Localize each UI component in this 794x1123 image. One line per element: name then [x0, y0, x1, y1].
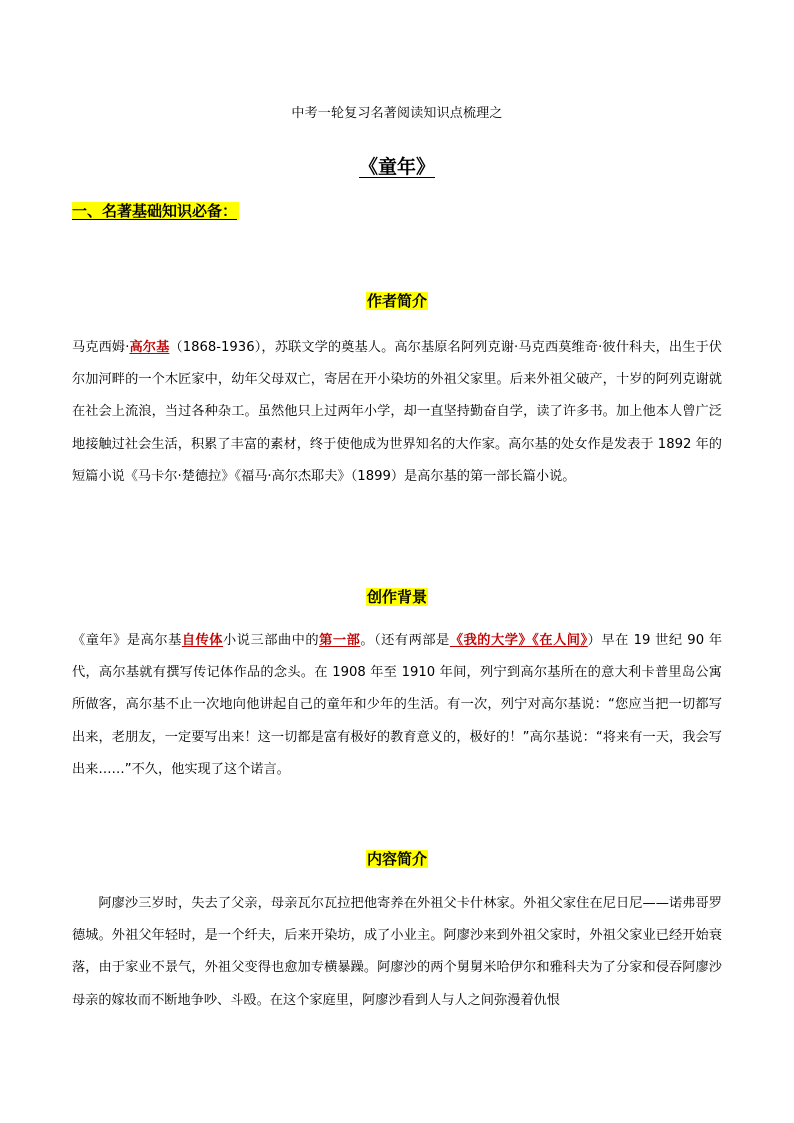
author-heading: [0, 290, 794, 311]
background-text-3: 。（还有两部是: [360, 633, 450, 648]
author-keyword-gorky: 高尔基: [129, 340, 170, 355]
author-text-2: （1868-1936），苏联文学的奠基人。高尔基原名阿列克谢·马克西莫维奇·彼什科夫，出生于伏尔加河畔的一个木匠家中，幼年父母双亡，寄居在开小染坊的外祖父家里。后来外祖父破产，十岁的阿列克谢就在社会上流浪，当过各种杂工。虽然他只上过两年小学，却一直坚持勤奋自学，读了许多书。加上他本人曾广泛地接触过社会生活，积累了丰富的素材，终于使他成为世界知名的大作家。高尔基的处女作是发表于 1892 年的短篇小说《马卡尔·楚德拉》《福马·高尔杰耶夫》（1899）是高尔基的第一部长篇小说。: [72, 340, 722, 484]
background-keyword-autobiographical: 自传体: [181, 633, 224, 648]
content-heading-text: 内容简介: [366, 850, 427, 868]
background-text-4: ）早在 19 世纪 90 年代，高尔基就有撰写传记体作品的念头。在 1908 年至 1910 年间，列宁到高尔基所在的意大利卡普里岛公寓所做客，高尔基不止一次地向他讲起自己的童年和少年的生活。有一次，列宁对高尔基说：“您应当把一切都写出来，老朋友，一定要写出来！这一切都是富有极好的教育意义的，极好的！”高尔基说：“将来有一天，我会写出来……”不久，他实现了这个诺言。: [72, 633, 723, 777]
background-paragraph: [72, 625, 722, 786]
author-heading-text: 作者简介: [366, 292, 427, 310]
section-one-heading: [72, 200, 239, 221]
document-title-text: 《童年》: [358, 156, 435, 178]
background-keyword-other-books: 《我的大学》《在人间》: [449, 633, 588, 648]
content-paragraph: 阿廖沙三岁时，失去了父亲，母亲瓦尔瓦拉把他寄养在外祖父卡什林家。外祖父家住在尼日尼——诺弗哥罗德城。外祖父年轻时，是一个纤夫，后来开染坊，成了小业主。阿廖沙来到外祖父家时，外祖父家业已经开始衰落，由于家业不景气，外祖父变得也愈加专横暴躁。阿廖沙的两个舅舅米哈伊尔和雅科夫为了分家和侵吞阿廖沙母亲的嫁妆而不断地争吵、斗殴。在这个家庭里，阿廖沙看到人与人之间弥漫着仇恨: [72, 896, 722, 1008]
author-paragraph: [72, 332, 722, 493]
section-one-heading-text: 一、名著基础知识必备：: [72, 202, 238, 220]
background-text-2: 小说三部曲中的: [223, 633, 320, 648]
document-subtitle: 中考一轮复习名著阅读知识点梳理之: [291, 106, 503, 121]
background-heading-text: 创作背景: [366, 588, 427, 606]
content-heading: [0, 848, 794, 869]
author-text-1: 马克西姆·: [72, 340, 130, 355]
background-keyword-first-part: 第一部: [319, 633, 361, 648]
background-heading: [0, 586, 794, 607]
background-text-1: 《童年》是高尔基: [72, 633, 182, 648]
document-title: [0, 152, 794, 179]
